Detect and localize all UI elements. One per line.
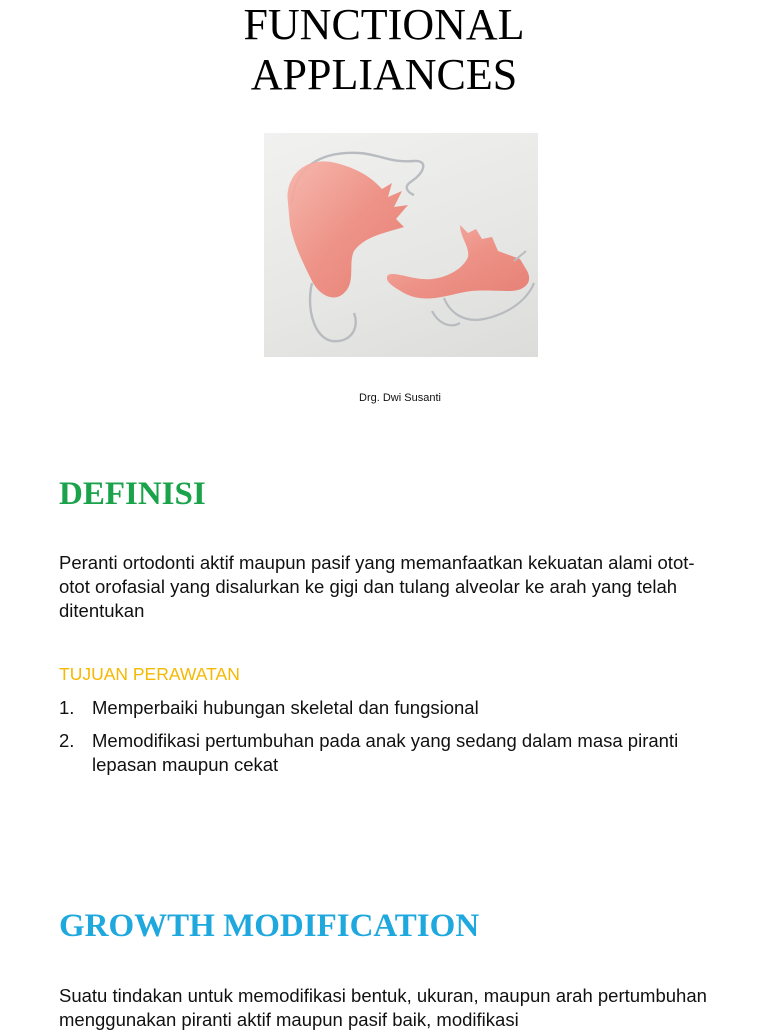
list-item-text: Memodifikasi pertumbuhan pada anak yang sedang dalam masa piranti lepasan maupun cekat <box>92 730 679 775</box>
definisi-body: Peranti ortodonti aktif maupun pasif yang memanfaatkan kekuatan alami otot-otot orofasial yang disalurkan ke gigi dan tulang alveolar ke arah yang telah ditentukan <box>59 552 695 621</box>
page-title <box>0 0 768 100</box>
list-item-number: 1. <box>59 697 75 718</box>
appliance-photo <box>264 133 538 357</box>
title-line-1: FUNCTIONAL <box>243 0 525 49</box>
orthodontic-appliance-icon <box>264 133 538 357</box>
list-item-number: 2. <box>59 730 75 751</box>
tujuan-list <box>59 696 719 786</box>
author-name: Drg. Dwi Susanti <box>359 392 441 404</box>
title-line-2: APPLIANCES <box>250 50 518 99</box>
list-item <box>59 696 719 720</box>
list-item <box>59 729 719 777</box>
growth-heading: GROWTH MODIFICATION <box>59 908 480 944</box>
growth-body: Suatu tindakan untuk memodifikasi bentuk, ukuran, maupun arah pertumbuhan menggunakan piranti aktif maupun pasif baik, modifikasi <box>59 985 707 1030</box>
list-item-text: Memperbaiki hubungan skeletal dan fungsional <box>92 697 479 718</box>
definisi-heading: DEFINISI <box>59 476 206 512</box>
tujuan-heading: TUJUAN PERAWATAN <box>59 664 240 684</box>
